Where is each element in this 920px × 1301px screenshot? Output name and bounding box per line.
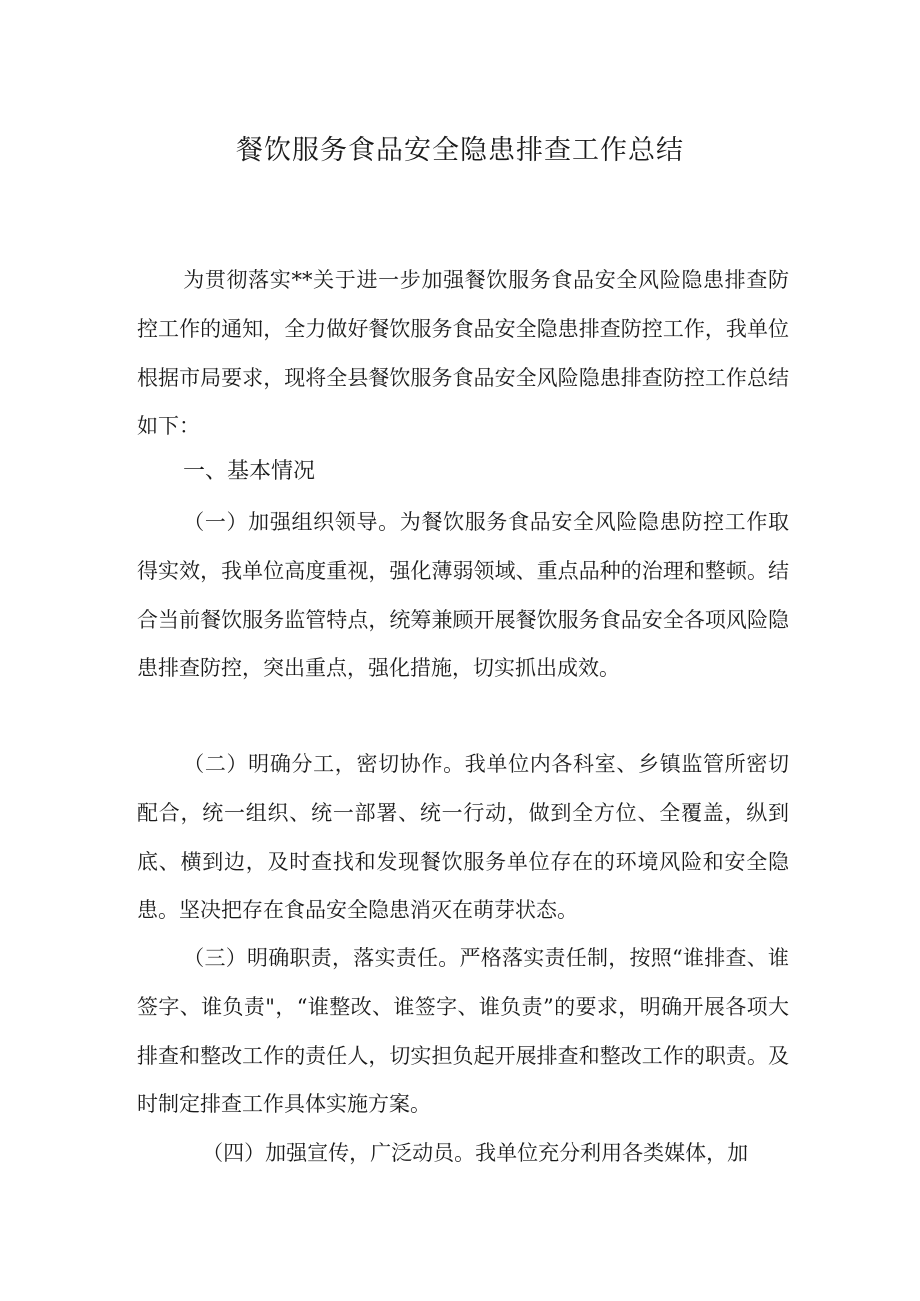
- section-heading-basic-situation: 一、基本情况: [183, 459, 316, 484]
- paragraph-division-cooperation: （二）明确分工，密切协作。我单位内各科室、乡镇监管所密切配合，统一组织、统一部署、统一行动，做到全方位、全覆盖，纵到底、横到边，及时查找和发现餐饮服务单位存在的环境风险和安全隐患。坚决把存在食品安全隐患消灭在萌芽状态。: [137, 752, 789, 923]
- intro-paragraph: 为贯彻落实**关于进一步加强餐饮服务食品安全风险隐患排查防控工作的通知，全力做好餐饮服务食品安全隐患排查防控工作，我单位根据市局要求，现将全县餐饮服务食品安全风险隐患排查防控工作总结如下：: [137, 268, 789, 439]
- paragraph-responsibilities: （三）明确职责，落实责任。严格落实责任制，按照“谁排查、谁签字、谁负责"，“谁整改、谁签字、谁负责”的要求，明确开展各项大排查和整改工作的责任人，切实担负起开展排查和整改工作的职责。及时制定排查工作具体实施方案。: [137, 946, 789, 1117]
- paragraph-publicity: （四）加强宣传，广泛动员。我单位充分利用各类媒体，加: [202, 1141, 749, 1165]
- paragraph-organization-leadership: （一）加强组织领导。为餐饮服务食品安全风险隐患防控工作取得实效，我单位高度重视，强化薄弱领域、重点品种的治理和整顿。结合当前餐饮服务监管特点，统筹兼顾开展餐饮服务食品安全各项风险隐患排查防控，突出重点，强化措施，切实抓出成效。: [137, 510, 789, 681]
- document-title: 餐饮服务食品安全隐患排查工作总结: [236, 135, 684, 166]
